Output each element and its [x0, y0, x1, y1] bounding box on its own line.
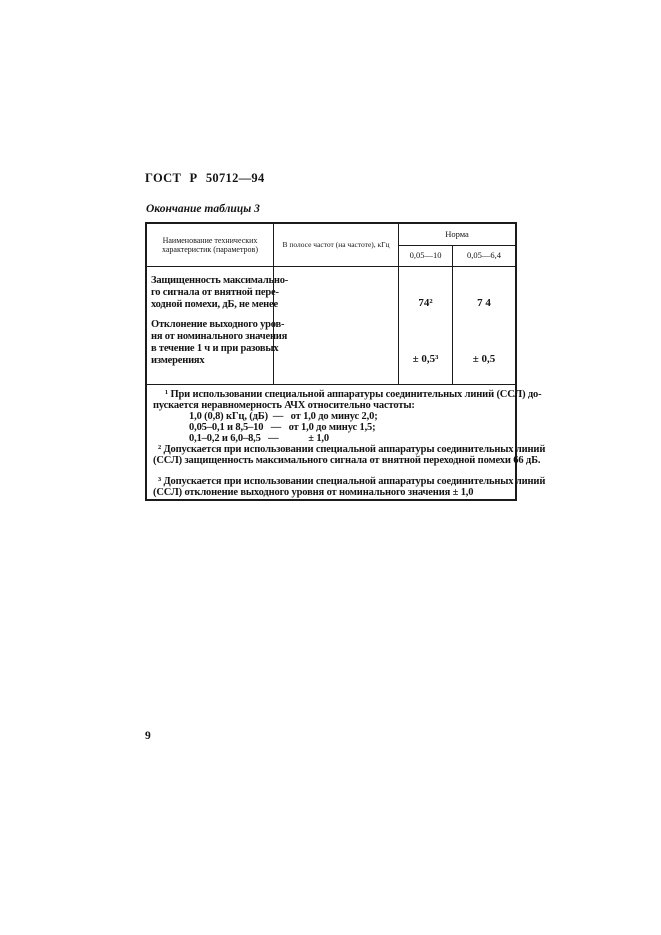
specifications-table — [145, 222, 546, 501]
col-header-frequency-band: В полосе частот (на частоте), кГц — [274, 224, 399, 267]
body-col-norm-005-64 — [453, 267, 515, 385]
characteristic-line: в течение 1 ч и при разовых — [151, 343, 279, 354]
body-col-frequency-band — [274, 267, 399, 385]
value-deviation-005-64: ± 0,5 — [472, 353, 496, 365]
document-title: ГОСТ Р 50712—94 — [145, 171, 265, 185]
row-deviation-characteristic — [151, 319, 288, 367]
footnote-1-line: 1,0 (0,8) кГц, (дБ) — от 1,0 до минус 2,0; — [189, 411, 378, 422]
footnote-1-line: ¹ При использовании специальной аппаратуры соединительных линий (ССЛ) до- — [165, 389, 542, 400]
characteristic-line: измерениях — [151, 355, 205, 366]
value-protection-005-10: 74² — [418, 297, 433, 309]
table-caption: Окончание таблицы 3 — [146, 203, 260, 215]
body-col-characteristics — [147, 267, 289, 385]
col-header-characteristics: Наименование технических характеристик (параметров) — [147, 224, 274, 267]
footnote-3-line: (ССЛ) отклонение выходного уровня от номинального значения ± 1,0 — [153, 487, 474, 498]
table-footnotes — [147, 385, 546, 499]
characteristic-line: ходной помехи, дБ, не менее — [151, 299, 278, 310]
footnote-3-line: ³ Допускается при использовании специальной аппаратуры соединительных линий — [158, 476, 546, 487]
row-protection-characteristic — [151, 275, 289, 311]
page-number: 9 — [145, 730, 151, 742]
footnote-1-line: 0,1–0,2 и 6,0–8,5 — ± 1,0 — [189, 433, 329, 444]
col-header-norm-005-10: 0,05—10 — [399, 246, 453, 267]
col-header-norm: Норма — [399, 224, 515, 246]
footnote-1-line: пускается неравномерность АЧХ относительно частоты: — [153, 400, 415, 411]
body-col-norm-005-10 — [399, 267, 453, 385]
characteristic-line: ня от номинального значения — [151, 331, 288, 342]
characteristic-line: го сигнала от внятной пере- — [151, 287, 279, 298]
footnote-2-line: ² Допускается при использовании специальной аппаратуры соединительных линий — [158, 444, 546, 455]
footnote-gap — [153, 466, 509, 476]
col-header-norm-005-64: 0,05—6,4 — [453, 246, 515, 267]
value-protection-005-64: 7 4 — [477, 297, 491, 309]
footnote-2-line: (ССЛ) защищенность максимального сигнала от внятной переходной помехи 66 дБ. — [153, 455, 541, 466]
characteristic-line: Отклонение выходного уров- — [151, 319, 285, 330]
value-deviation-005-10: ± 0,5³ — [412, 353, 439, 365]
footnote-1-line: 0,05–0,1 и 8,5–10 — от 1,0 до минус 1,5; — [189, 422, 376, 433]
characteristic-line: Защищенность максимально- — [151, 275, 289, 286]
